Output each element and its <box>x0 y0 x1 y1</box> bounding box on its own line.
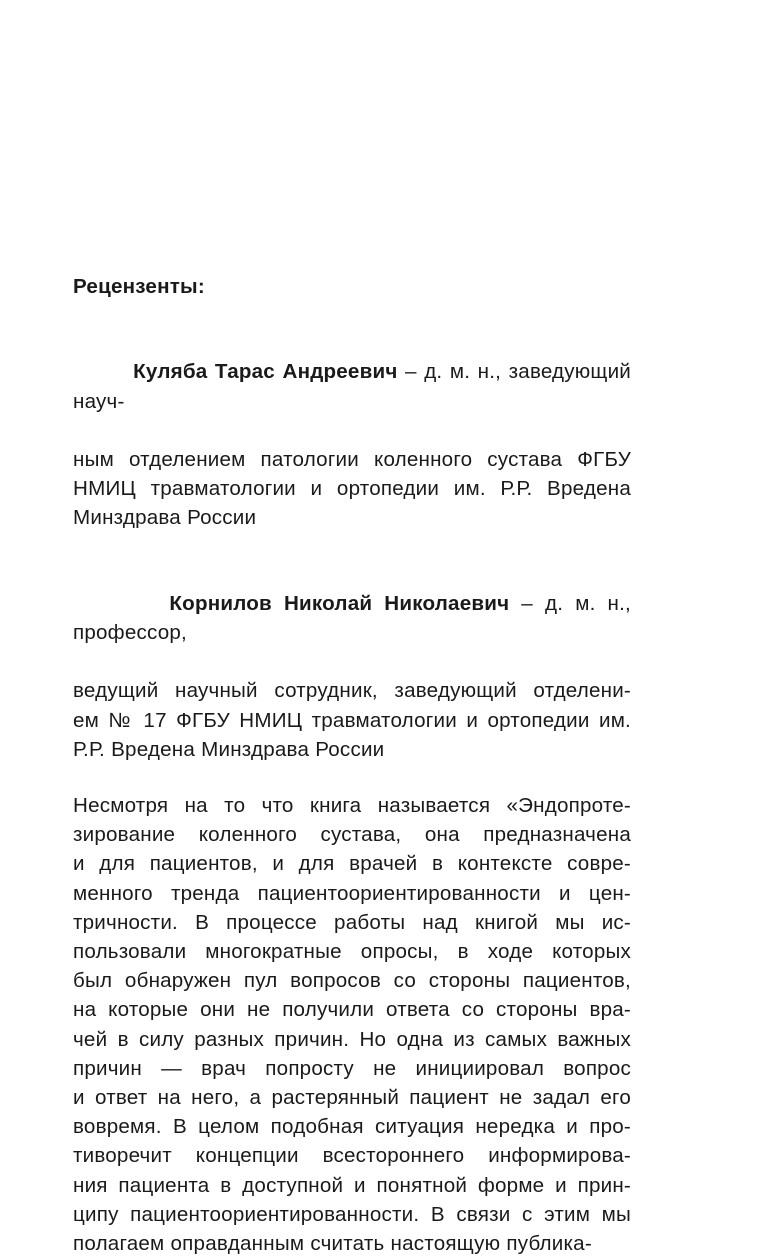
reviewer-entry-2 <box>73 560 638 764</box>
reviewer-1-line-4: Минздрава России <box>73 506 257 530</box>
body-paragraph <box>73 791 631 1258</box>
reviewer-2-line-3: ем № 17 ФГБУ НМИЦ травматологии и ортопедии им. <box>73 708 631 732</box>
body-line-3: и для пациентов, и для врачей в контексте совре- <box>73 852 631 876</box>
body-line-15: ципу пациентоориентированности. В связи с этим мы <box>73 1202 631 1226</box>
body-line-7: был обнаружен пул вопросов со стороны пациентов, <box>73 969 631 993</box>
reviewer-2-name: Корнилов Николай Николаевич <box>169 591 510 615</box>
reviewers-heading: Рецензенты: <box>73 275 205 298</box>
reviewer-2-line-4: Р.Р. Вредена Минздрава России <box>73 737 385 761</box>
reviewer-1-line-1: – д. м. н., заведующий науч- <box>73 360 638 413</box>
reviewer-1-line-2: ным отделением патологии коленного сустава ФГБУ <box>73 448 631 472</box>
body-line-9: чей в силу разных причин. Но одна из самых важных <box>73 1027 631 1051</box>
text-column <box>73 272 638 1258</box>
reviewer-1-line-3: НМИЦ травматологии и ортопедии им. Р.Р. Вредена <box>73 477 631 501</box>
body-line-13: тиворечит концепции всестороннего информирова- <box>73 1144 631 1168</box>
body-line-11: и ответ на него, а растерянный пациент не задал его <box>73 1086 631 1110</box>
body-line-5: тричности. В процессе работы над книгой мы ис- <box>73 910 631 934</box>
reviewer-2-line-2: ведущий научный сотрудник, заведующий отделени- <box>73 679 631 703</box>
body-line-1: Несмотря на то что книга называется «Эндопроте- <box>73 794 631 818</box>
body-line-16: полагаем оправданным считать настоящую публика- <box>73 1232 592 1256</box>
reviewer-1-name: Куляба Тарас Андреевич <box>133 360 398 384</box>
body-line-2: зирование коленного сустава, она предназначена <box>73 823 631 847</box>
body-line-8: на которые они не получили ответа со стороны вра- <box>73 998 631 1022</box>
reviewer-entry-1 <box>73 328 638 532</box>
body-line-6: пользовали многократные опросы, в ходе которых <box>73 940 631 964</box>
body-line-10: причин — врач попросту не инициировал вопрос <box>73 1056 631 1080</box>
body-line-4: менного тренда пациентоориентированности и цен- <box>73 881 631 905</box>
reviewer-2-line-1: – д. м. н., профессор, <box>73 591 638 645</box>
body-line-14: ния пациента в доступной и понятной форме и прин- <box>73 1173 631 1197</box>
body-line-12: вовремя. В целом подобная ситуация нередка и про- <box>73 1115 631 1139</box>
